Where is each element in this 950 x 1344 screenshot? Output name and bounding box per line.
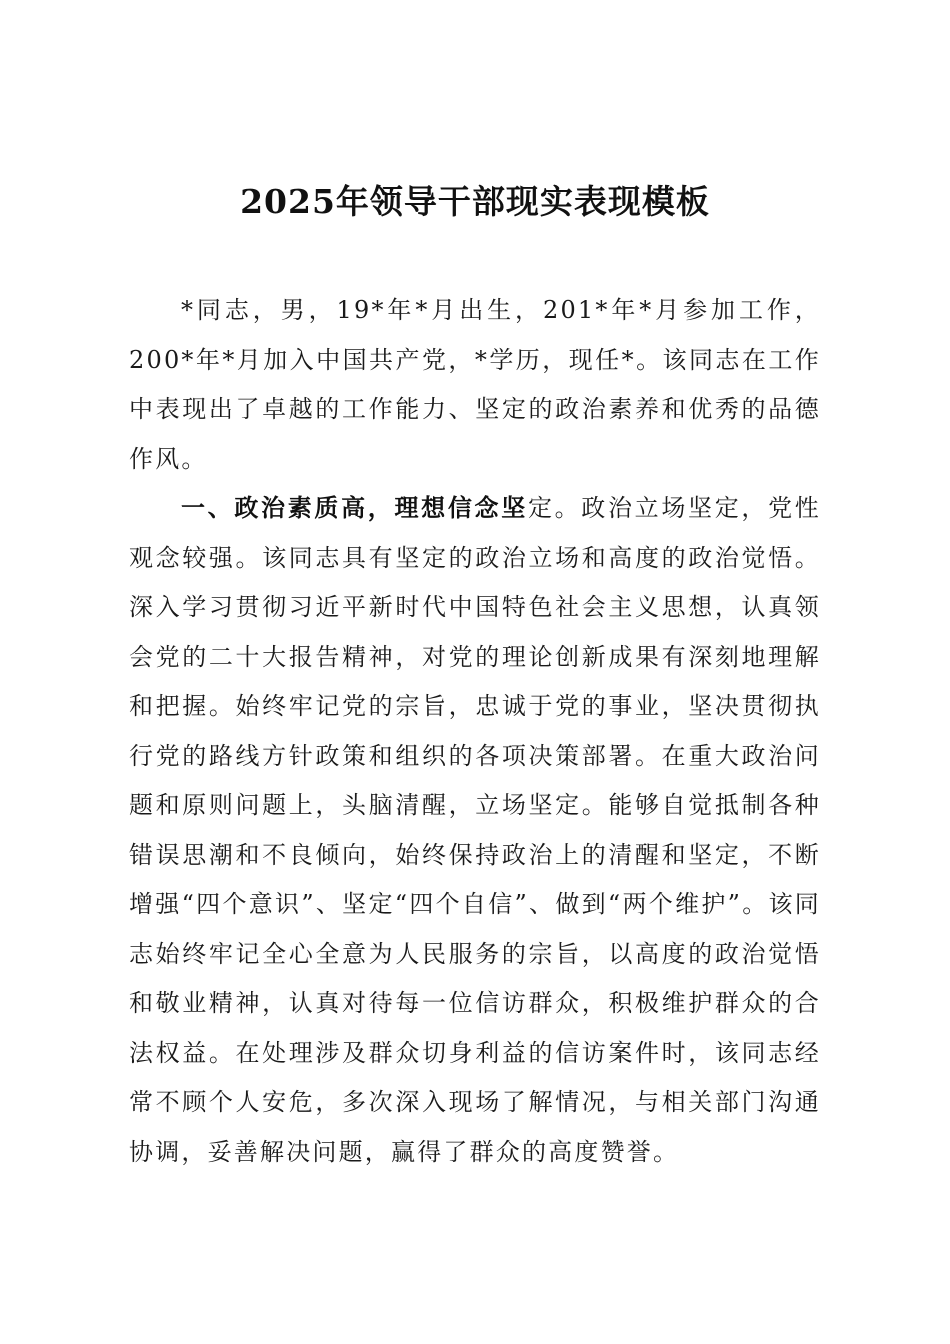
section-1-paragraph <box>129 484 821 1177</box>
section-1-heading: 一、政治素质高，理想信念坚 <box>181 494 528 522</box>
section-1-body: 定。政治立场坚定，党性观念较强。该同志具有坚定的政治立场和高度的政治觉悟。深入学习贯彻习近平新时代中国特色社会主义思想，认真领会党的二十大报告精神，对党的理论创新成果有深刻地理解和把握。始终牢记党的宗旨，忠诚于党的事业，坚决贯彻执行党的路线方针政策和组织的各项决策部署。在重大政治问题和原则问题上，头脑清醒，立场坚定。能够自觉抵制各种错误思潮和不良倾向，始终保持政治上的清醒和坚定，不断增强“四个意识”、坚定“四个自信”、做到“两个维护”。该同志始终牢记全心全意为人民服务的宗旨，以高度的政治觉悟和敬业精神，认真对待每一位信访群众，积极维护群众的合法权益。在处理涉及群众切身利益的信访案件时，该同志经常不顾个人安危，多次深入现场了解情况，与相关部门沟通协调，妥善解决问题，赢得了群众的高度赞誉。 <box>129 494 822 1166</box>
document-title: 2025年领导干部现实表现模板 <box>240 182 710 221</box>
document-body <box>129 286 821 1177</box>
intro-paragraph: *同志，男，19*年*月出生，201*年*月参加工作，200*年*月加入中国共产党，*学历，现任*。该同志在工作中表现出了卓越的工作能力、坚定的政治素养和优秀的品德作风。 <box>129 296 821 473</box>
